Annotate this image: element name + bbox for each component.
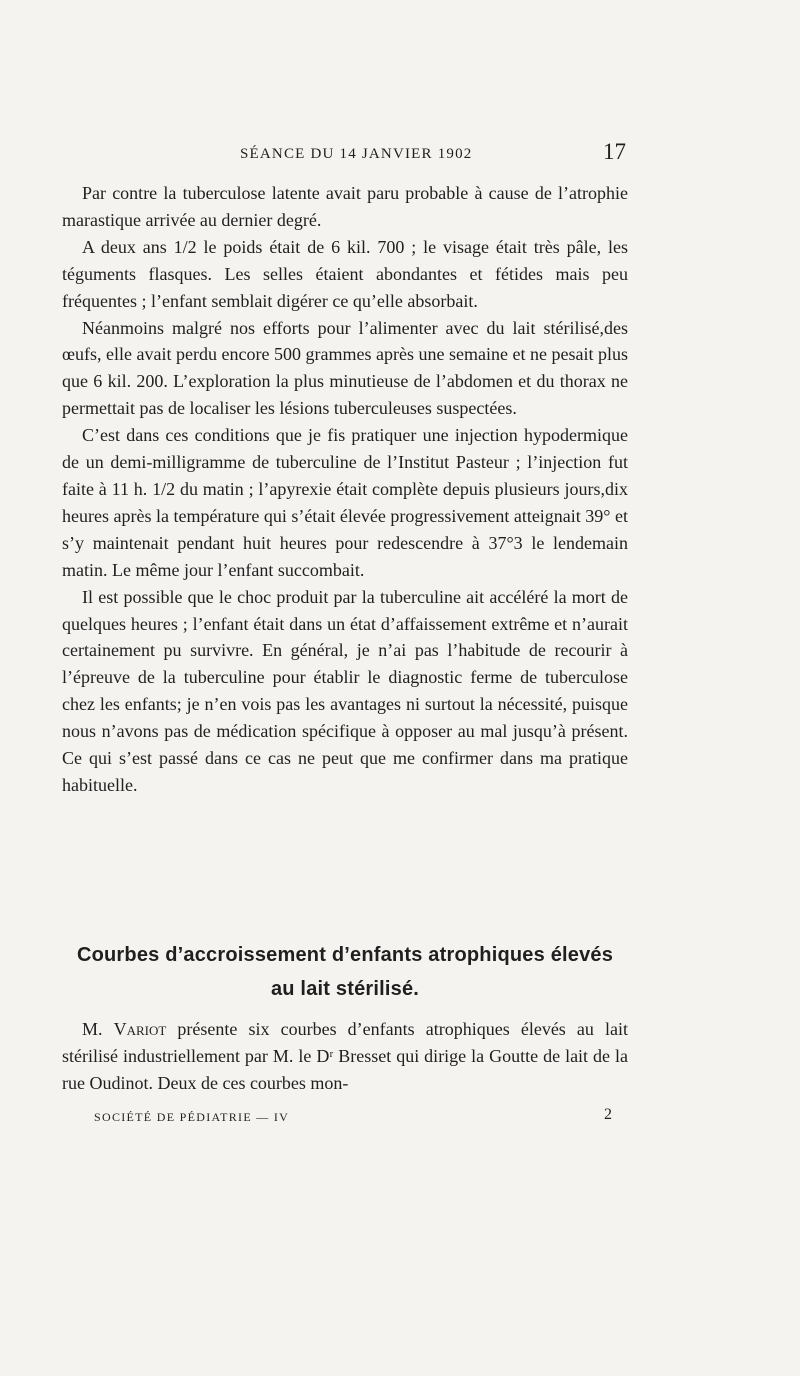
main-text xyxy=(62,180,628,799)
author-name: Variot xyxy=(113,1019,167,1039)
footer-sheet-number: 2 xyxy=(604,1106,612,1123)
footer-signature: SOCIÉTÉ DE PÉDIATRIE — IV xyxy=(94,1110,290,1124)
section-text: présente six courbes d’enfants atrophiques élevés au lait stérilisé industriellement par M. le Dʳ Bresset qui dirige la Goutte de lait de la rue Oudinot. Deux de ces courbes mon- xyxy=(62,1019,628,1093)
section-lead: M. xyxy=(82,1019,114,1039)
page-number: 17 xyxy=(603,139,626,164)
running-header xyxy=(62,139,628,168)
section-paragraph xyxy=(62,1016,628,1097)
section-heading-line-1: Courbes d’accroissement d’enfants atrophiques élevés xyxy=(76,944,614,966)
section-heading-line-2: au lait stérilisé. xyxy=(270,978,420,1000)
header-title: SÉANCE DU 14 JANVIER 1902 xyxy=(240,146,473,162)
paragraph-3: Néanmoins malgré nos efforts pour l’alimenter avec du lait stérilisé,des œufs, elle avait perdu encore 500 grammes après une semaine et ne pesait plus que 6 kil. 200. L’exploration la plus minutieuse de l’abdomen et du thorax ne permettait pas de localiser les lésions tuberculeuses suspectées. xyxy=(62,317,628,419)
section-body xyxy=(62,1016,628,1097)
paragraph-2: A deux ans 1/2 le poids était de 6 kil. 700 ; le visage était très pâle, les téguments flasques. Les selles étaient abondantes et fétides mais peu fréquentes ; l’enfant semblait digérer ce qu’elle absorbait. xyxy=(62,236,628,311)
paragraph-4: C’est dans ces conditions que je fis pratiquer une injection hypodermique de un demi-milligramme de tuberculine de l’Institut Pasteur ; l’injection fut faite à 11 h. 1/2 du matin ; l’apyrexie était complète depuis plusieurs jours,dix heures après la température qui s’était élevée progressivement atteignait 39° et s’y maintenait pendant huit heures pour redescendre à 37°3 le lendemain matin. Le même jour l’enfant succombait. xyxy=(62,425,628,580)
paragraph-1: Par contre la tuberculose latente avait paru probable à cause de l’atrophie marastique arrivée au dernier degré. xyxy=(62,183,628,230)
paragraph-5: Il est possible que le choc produit par la tuberculine ait accéléré la mort de quelques heures ; l’enfant était dans un état d’affaissement extrême et n’aurait certainement pu survivre. En général, je n’ai pas l’habitude de recourir à l’épreuve de la tuberculine pour établir le diagnostic ferme de tuberculose chez les enfants; je n’en vois pas les avantages ni surtout la nécessité, puisque nous n’avons pas de médication spécifique à opposer au mal jusqu’à présent. Ce qui s’est passé dans ce cas ne peut que me confirmer dans ma pratique habituelle. xyxy=(62,586,628,795)
section-heading xyxy=(62,938,628,1006)
